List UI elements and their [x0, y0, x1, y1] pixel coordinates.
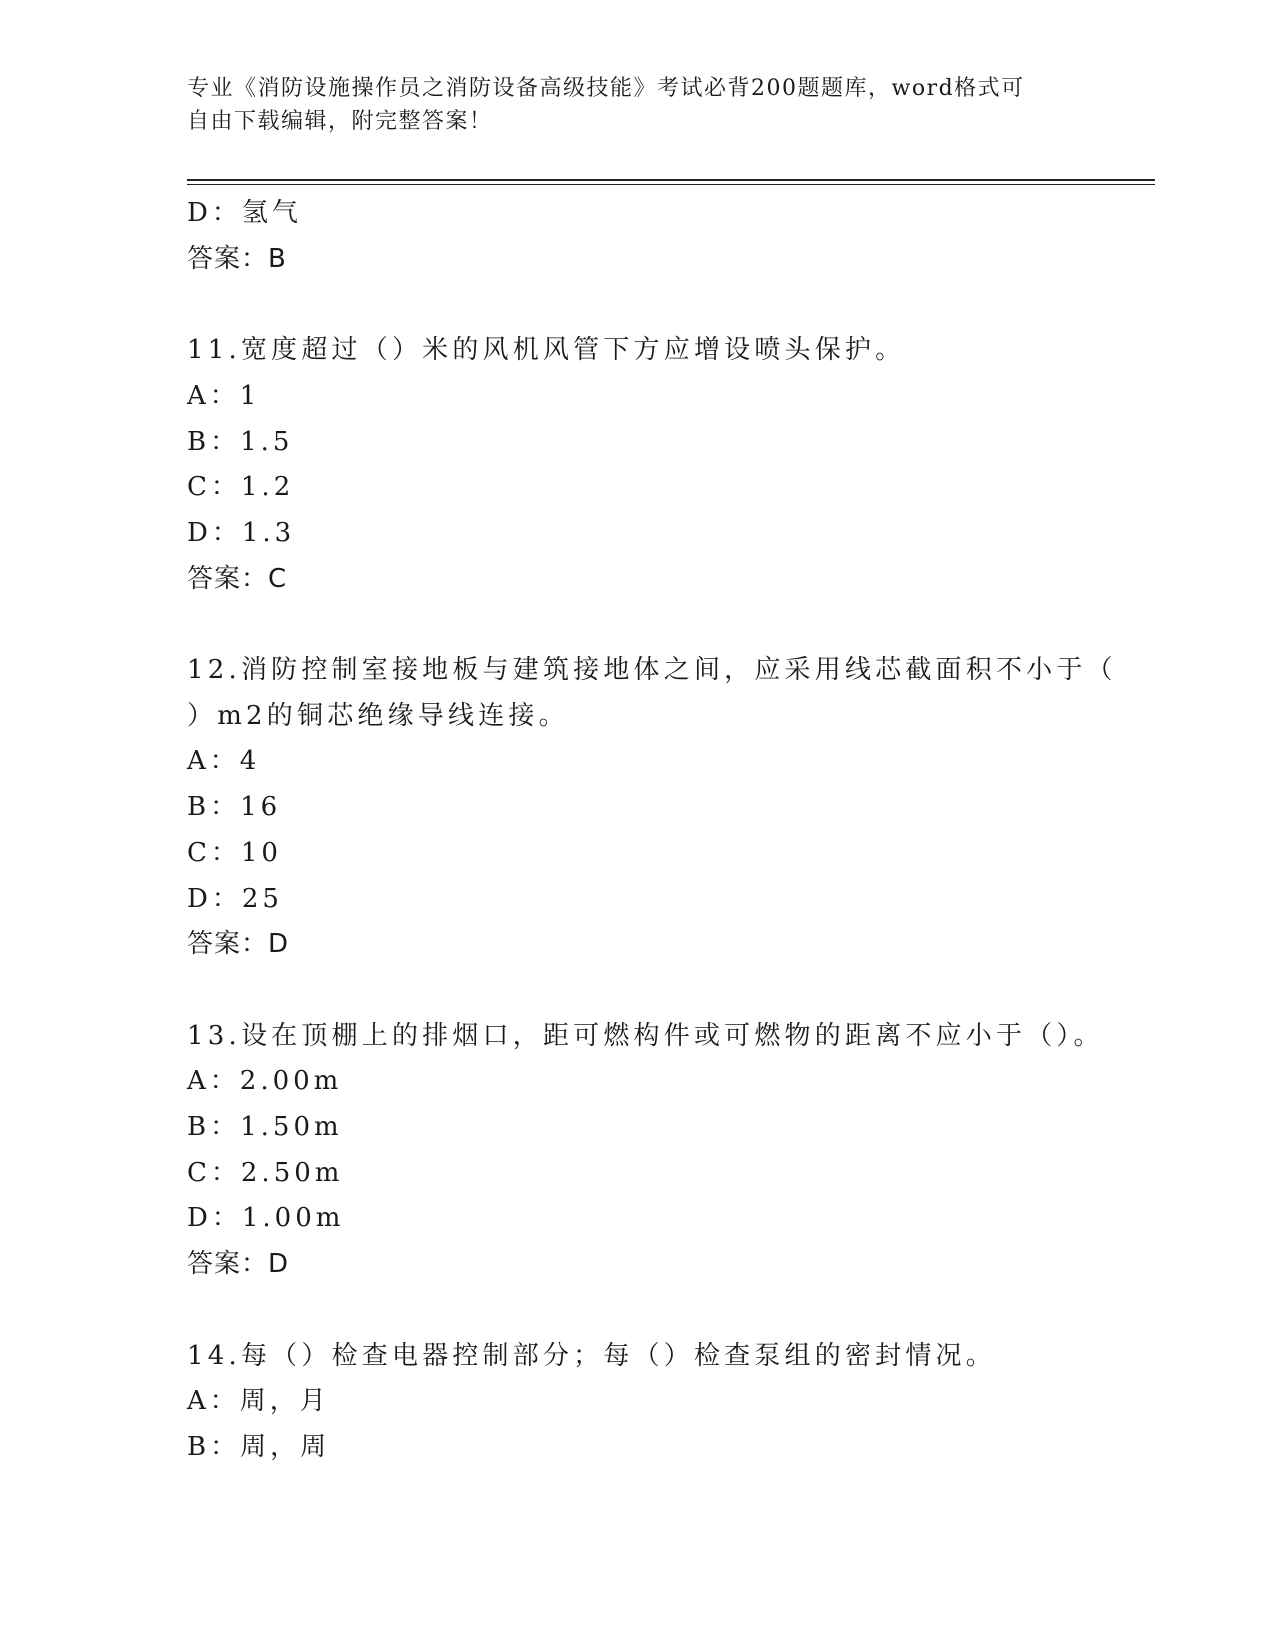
question-12	[187, 648, 1117, 968]
option-c: C：2.50m	[187, 1157, 344, 1188]
option-a: A：1	[187, 380, 261, 411]
header-rule-thick	[187, 179, 1155, 181]
question-title: 14.每（）检查电器控制部分；每（）检查泵组的密封情况。	[187, 1340, 996, 1371]
option-d: D：氢气	[187, 198, 302, 228]
document-header	[187, 72, 1067, 138]
question-title-line-2: ）m2的铜芯绝缘导线连接。	[187, 700, 569, 731]
question-title: 11.宽度超过（）米的风机风管下方应增设喷头保护。	[187, 335, 906, 366]
header-rule-thin	[187, 184, 1155, 185]
option-d: D：25	[187, 883, 283, 914]
option-b: B：16	[187, 792, 282, 823]
answer-line: 答案：C	[187, 563, 288, 594]
answer-line: 答案：B	[187, 243, 287, 274]
option-a: A：周，月	[187, 1386, 330, 1417]
question-partial	[187, 191, 1117, 282]
option-c: C：10	[187, 837, 282, 868]
answer-line: 答案：D	[187, 929, 290, 960]
question-title-line-1: 12.消防控制室接地板与建筑接地体之间，应采用线芯截面积不小于（	[187, 655, 1117, 685]
question-14	[187, 1334, 1117, 1471]
option-b: B：周，周	[187, 1431, 331, 1462]
option-c: C：1.2	[187, 472, 295, 503]
option-d: D：1.00m	[187, 1203, 345, 1234]
option-b: B：1.5	[187, 426, 294, 457]
header-line-1: 专业《消防设施操作员之消防设备高级技能》考试必背200题题库，word格式可	[187, 76, 1025, 101]
option-a: A：4	[187, 746, 261, 777]
question-13	[187, 1014, 1117, 1288]
option-a: A：2.00m	[187, 1066, 343, 1097]
option-d: D：1.3	[187, 517, 296, 548]
question-11	[187, 328, 1117, 602]
question-list	[187, 191, 1117, 1471]
question-title: 13.设在顶棚上的排烟口，距可燃构件或可燃物的距离不应小于（）。	[187, 1020, 1104, 1051]
header-line-2: 自由下载编辑，附完整答案！	[187, 109, 493, 134]
answer-line: 答案：D	[187, 1249, 290, 1280]
option-b: B：1.50m	[187, 1112, 343, 1143]
